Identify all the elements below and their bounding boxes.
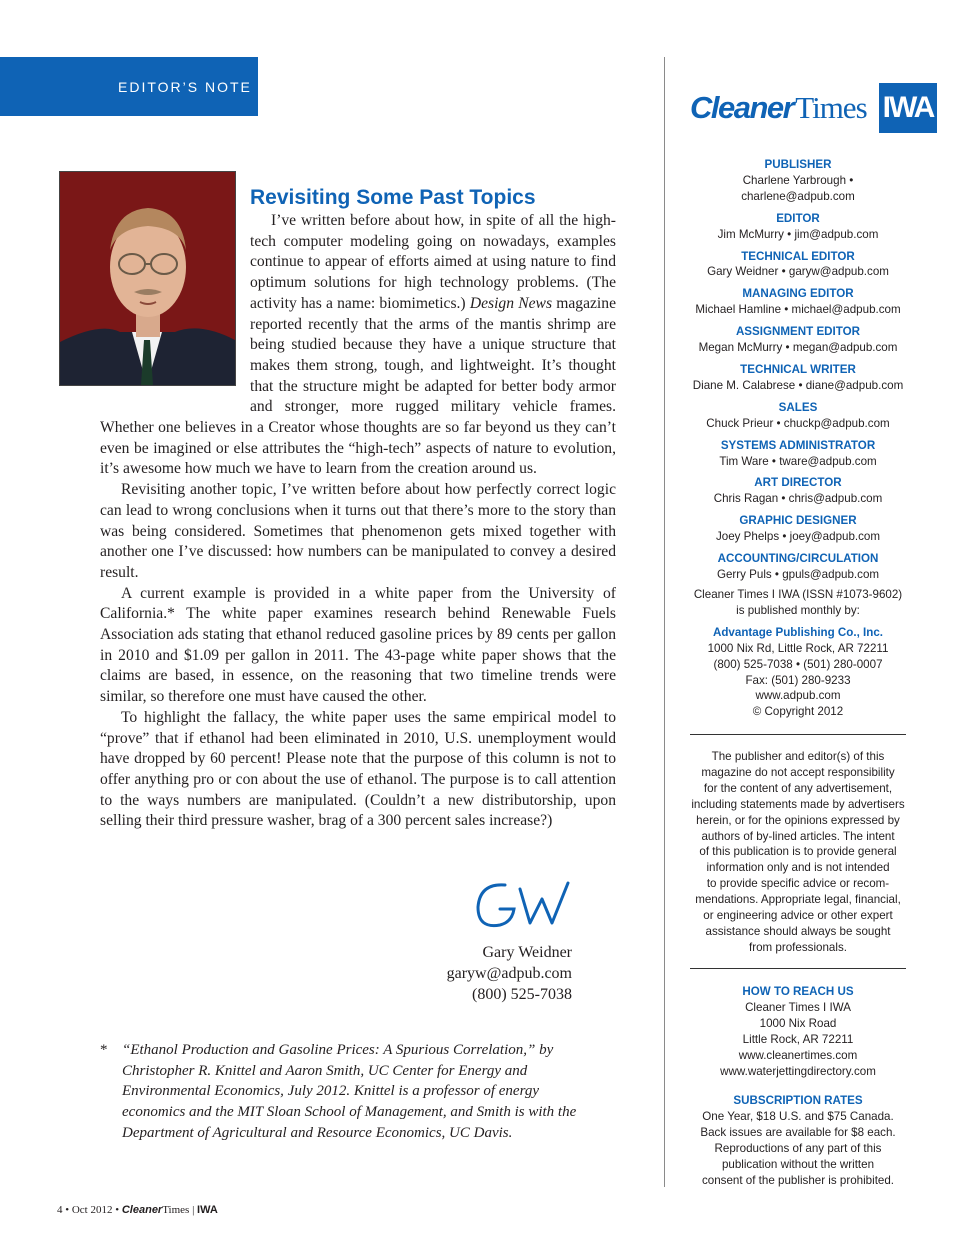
disclaimer-line: authors of by-lined articles. The intent	[701, 829, 895, 843]
staff-entry	[690, 157, 906, 205]
staff-entry	[690, 324, 906, 356]
staff-role: ASSIGNMENT EDITOR	[735, 325, 861, 339]
disclaimer-line: The publisher and editor(s) of this	[711, 750, 885, 763]
article-headline: Revisiting Some Past Topics	[250, 186, 536, 209]
reach-line: Little Rock, AR 72211	[742, 1032, 854, 1046]
body-paragraph: Revisiting another topic, I’ve written before about how perfectly correct logic can lead to wrong conclusions when it turns out that there’s more to the story than was being considered. Sometimes that phenomenon gets mixed together with another one I’ve discussed: how numbers can be manipulated to convey a desired result.	[100, 481, 616, 581]
subscription-line: Back issues are available for $8 each.	[700, 1126, 896, 1140]
author-phone: (800) 525-7038	[472, 986, 572, 1003]
issn-line: is published monthly by:	[736, 603, 860, 617]
disclaimer-line: herein, or for the opinions expressed by	[696, 813, 900, 827]
contact-info	[690, 984, 906, 1189]
signature-initials-mark	[470, 875, 580, 937]
disclaimer-line: including statements made by advertisers	[691, 797, 905, 811]
disclaimer-line: from professionals.	[749, 940, 847, 954]
magazine-title: Design News	[469, 294, 553, 312]
staff-entry	[690, 286, 906, 318]
body-paragraph: A current example is provided in a white paper from the University of California.* The white paper examines research behind Renewable Fuels Association ads stating that ethanol reduced gasoline prices by 89 cents per gallon in 2010 and $1.09 per gallon in 2011. The 43-page white paper shows that the claims are based, in essence, on the reasoning that two timeline trends were similar, so therefore one must have caused the other.	[100, 584, 616, 706]
reach-line: 1000 Nix Road	[759, 1016, 837, 1030]
page-folio: 4 • Oct 2012 • CleanerTimes | IWA	[57, 1204, 218, 1216]
staff-person: Diane M. Calabrese • diane@adpub.com	[692, 378, 904, 392]
signature-initials	[470, 875, 580, 937]
staff-role: TECHNICAL EDITOR	[741, 249, 855, 263]
reach-line: Cleaner Times I IWA	[745, 1000, 851, 1014]
staff-person: Joey Phelps • joey@adpub.com	[715, 530, 881, 544]
issn-line: Cleaner Times I IWA (ISSN #1073-9602)	[693, 588, 903, 601]
issue-date: Oct 2012	[71, 1204, 113, 1216]
logo-iwa: IWA	[879, 83, 938, 133]
reach-heading: HOW TO REACH US	[742, 985, 854, 998]
reach-website: www.waterjettingdirectory.com	[720, 1064, 876, 1078]
page-number: 4	[57, 1204, 63, 1216]
footnote-text: “Ethanol Production and Gasoline Prices: A Spurious Correlation,” by Christopher R. Knittel and Aaron Smith, UC Center for Energy and Environmental Economics, July 2012. Knittel is a professor of energy economics and the MIT Sloan School of Management, and Smith is with the Department of Agricultural and Resource Economics, UC Davis.	[122, 1042, 577, 1141]
publisher-phones: (800) 525-7038 • (501) 280-0007	[713, 657, 883, 671]
staff-person: Megan McMurry • megan@adpub.com	[698, 341, 898, 355]
disclaimer-line: or engineering advice or other expert	[703, 909, 893, 923]
staff-entry	[690, 438, 906, 470]
copyright: © Copyright 2012	[752, 705, 844, 719]
disclaimer-line: magazine do not accept responsibility	[701, 765, 895, 779]
reach-website: www.cleanertimes.com	[738, 1048, 858, 1062]
subscription-line: Reproductions of any part of this	[714, 1142, 882, 1156]
staff-person: Gerry Puls • gpuls@adpub.com	[716, 567, 880, 581]
disclaimer-line: information only and is not intended	[706, 861, 890, 875]
section-tab	[0, 57, 258, 116]
disclaimer-line: for the content of any advertisement,	[703, 781, 893, 795]
article-body	[100, 211, 616, 832]
staff-role: MANAGING EDITOR	[742, 287, 854, 301]
body-paragraph: I’ve written before about how, in spite of all the high-tech computer modeling going on nowadays, examples continue to appear of efforts aimed at using nature to find optimum solutions for high technology problems. (The activity has a name: biomimetics.) Design News magazine reported recently that the arms of the mantis shrimp are being studied because they have a unique structure that makes them strong, tough, and lightweight. It’s thought that the structure might be adapted for better body armor and stronger, more rugged military vehicle frames. Whether one believes in a Creator whose thoughts are so far beyond us they can’t even be imagined or else attributes the “high-tech” aspects of nature to evolution, it’s awesome how much we have to learn from the creation around us.	[100, 212, 616, 478]
staff-entry	[690, 475, 906, 507]
staff-person: Tim Ware • tware@adpub.com	[719, 454, 877, 468]
column-divider	[664, 57, 665, 1187]
subscription-heading: SUBSCRIPTION RATES	[733, 1094, 863, 1108]
staff-person: Jim McMurry • jim@adpub.com	[717, 227, 879, 241]
staff-role: EDITOR	[776, 211, 820, 225]
staff-role: GRAPHIC DESIGNER	[739, 514, 857, 528]
staff-entry	[690, 551, 906, 583]
subscription-line: One Year, $18 U.S. and $75 Canada.	[702, 1110, 894, 1124]
publisher-info	[690, 587, 906, 720]
disclaimer-line: to provide specific advice or recom-	[706, 877, 890, 891]
publisher-company: Advantage Publishing Co., Inc.	[712, 625, 884, 639]
staff-person: Michael Hamline • michael@adpub.com	[695, 303, 901, 317]
publisher-fax: Fax: (501) 280-9233	[745, 673, 851, 687]
staff-role: TECHNICAL WRITER	[740, 362, 856, 376]
body-paragraph: To highlight the fallacy, the white paper uses the same empirical model to “prove” that if ethanol had been eliminated in 2010, U.S. unemployment would have dropped by 60 percent! Please note that the purpose of this column is not to offer anything pro or con about the use of ethanol. The purpose is to call attention to the ways numbers are manipulated. (Couldn’t a new distributorship, upon selling their third pressure washer, brag of a 300 percent sales increase?)	[100, 708, 616, 830]
logo-times: Times	[795, 90, 867, 125]
author-name: Gary Weidner	[482, 944, 572, 961]
staff-person: Chuck Prieur • chuckp@adpub.com	[706, 416, 890, 430]
folio-brand-times: Times	[162, 1204, 190, 1216]
staff-role: SYSTEMS ADMINISTRATOR	[720, 438, 876, 452]
disclaimer-line: assistance should always be sought	[705, 924, 891, 938]
subscription-line: publication without the written	[721, 1158, 875, 1172]
publisher-website: www.adpub.com	[755, 689, 841, 703]
logo-cleaner: Cleaner	[690, 90, 794, 125]
staff-role: ACCOUNTING/CIRCULATION	[717, 552, 879, 566]
staff-role: PUBLISHER	[764, 158, 832, 171]
disclaimer-line: of this publication is to provide general	[699, 845, 897, 859]
staff-entry	[690, 211, 906, 243]
disclaimer-line: mendations. Appropriate legal, financial,	[695, 893, 901, 907]
staff-entry	[690, 249, 906, 281]
staff-role: SALES	[778, 400, 818, 414]
staff-person: Gary Weidner • garyw@adpub.com	[707, 265, 889, 279]
staff-list	[690, 157, 906, 589]
sidebar-rule	[690, 968, 906, 969]
publisher-address: 1000 Nix Rd, Little Rock, AR 72211	[707, 641, 889, 655]
sidebar-rule	[690, 734, 906, 735]
author-email: garyw@adpub.com	[446, 965, 572, 982]
staff-entry	[690, 513, 906, 545]
disclaimer	[690, 749, 906, 956]
section-tab-label: EDITOR’S NOTE	[118, 78, 252, 95]
staff-role: ART DIRECTOR	[754, 476, 842, 490]
folio-brand-iwa: IWA	[197, 1204, 218, 1216]
footnote-marker: *	[100, 1042, 108, 1058]
staff-person: Chris Ragan • chris@adpub.com	[713, 492, 883, 506]
staff-entry	[690, 362, 906, 394]
signature-block	[380, 942, 572, 1005]
staff-entry	[690, 400, 906, 432]
folio-brand-cleaner: Cleaner	[121, 1204, 163, 1216]
subscription-line: consent of the publisher is prohibited.	[701, 1173, 895, 1187]
staff-person: Charlene Yarbrough • charlene@adpub.com	[741, 173, 855, 203]
footnote	[100, 1040, 590, 1144]
masthead-logo	[690, 80, 934, 136]
